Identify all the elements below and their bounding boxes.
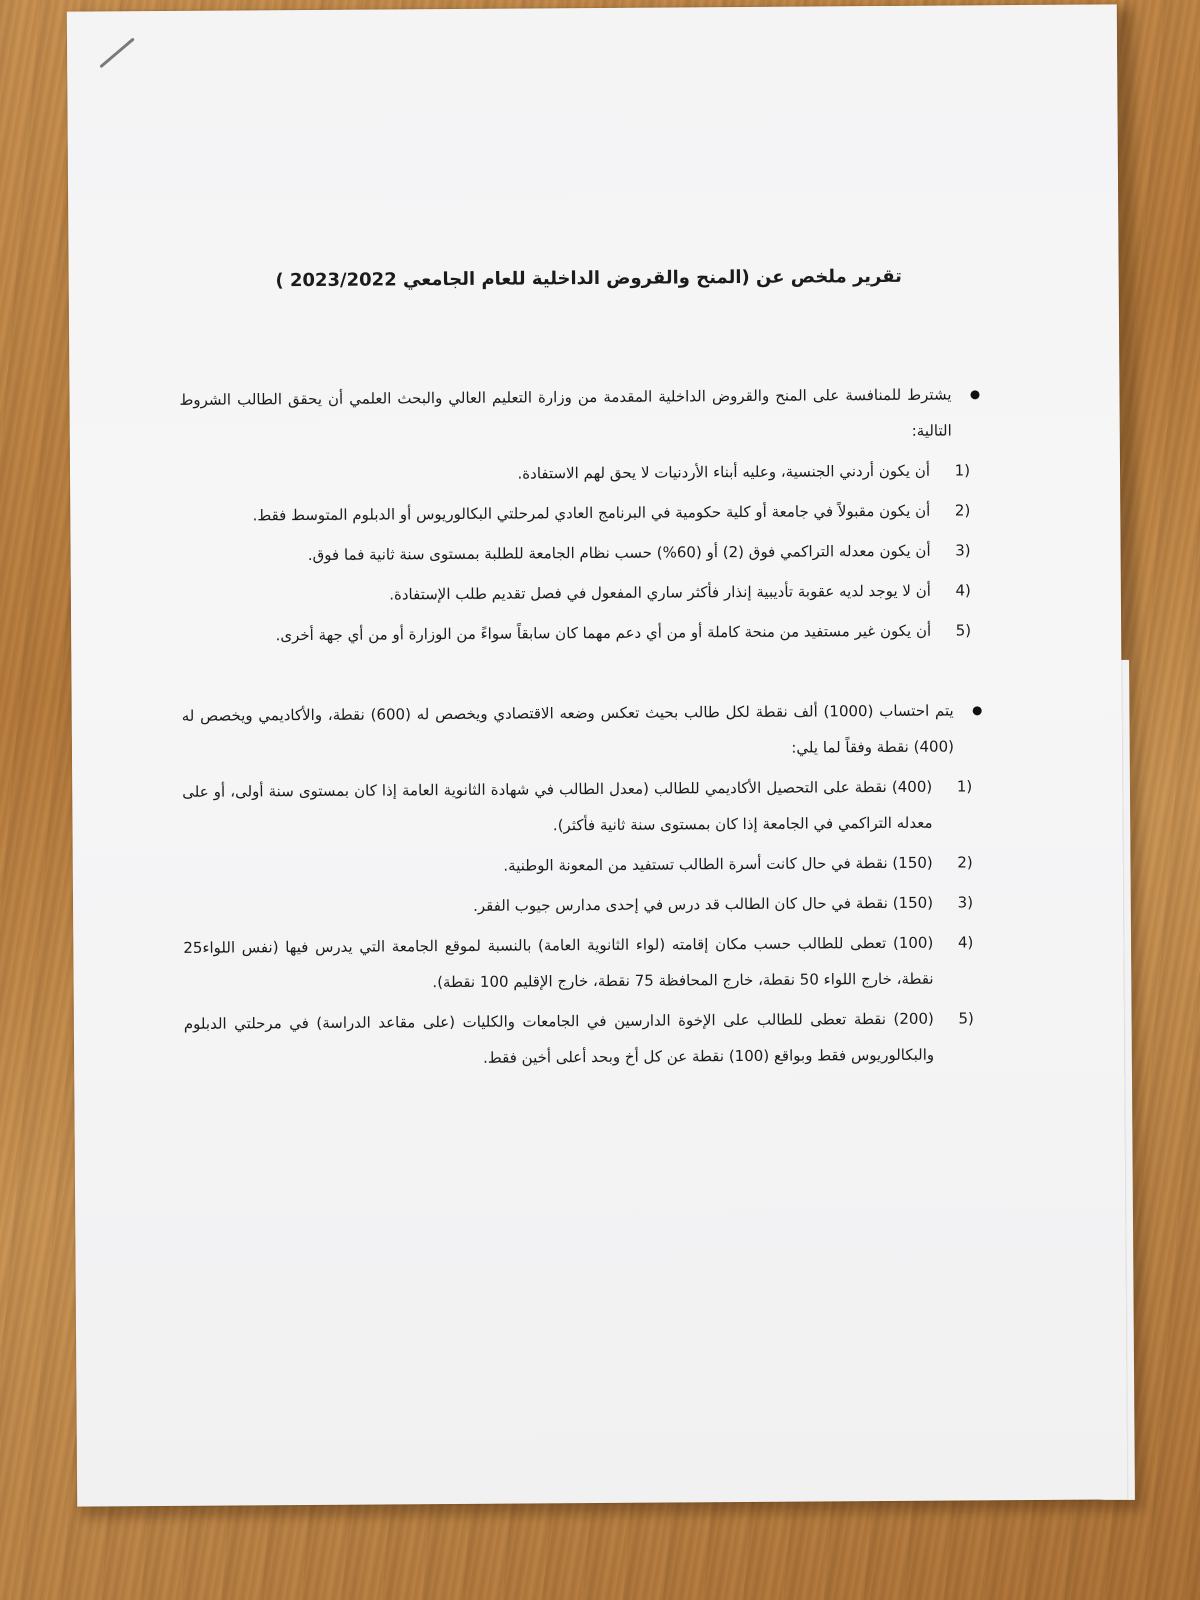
- bullet-icon: [973, 706, 982, 715]
- list-item: [183, 1001, 974, 1078]
- item-text: (200) نقطة تعطى للطالب على الإخوة الدارسين في الجامعات والكليات (على مقاعد الدراسة) في مرحلتي الدبلوم والبكالوريوس فقط وبواقع (100) نقطة عن كل أخ وبحد أعلى أخين فقط.: [183, 1009, 935, 1067]
- item-number: 2): [954, 501, 971, 520]
- item-number: 2): [957, 853, 973, 872]
- item-text: أن يكون معدله التراكمي فوق (2) أو (60%) حسب نظام الجامعة للطلبة بمستوى سنة ثانية فما فوق.: [307, 541, 931, 565]
- document-title: تقرير ملخص عن (المنح والقروض الداخلية للعام الجامعي 2023/2022 ): [275, 265, 902, 292]
- item-text: (150) نقطة في حال كانت أسرة الطالب تستفيد من المعونة الوطنية.: [503, 853, 933, 875]
- eligibility-intro-text: يشترط للمنافسة على المنح والقروض الداخلية المقدمة من وزارة التعليم العالي والبحث العلمي أن يحقق الطالب الشروط التالية:: [179, 385, 952, 440]
- eligibility-intro: [179, 376, 979, 454]
- item-text: أن يكون مقبولاً في جامعة أو كلية حكومية في البرنامج العادي لمرحلتي البكالوريوس أو الدبلوم المتوسط فقط.: [252, 501, 931, 525]
- points-intro-text: يتم احتساب (1000) ألف نقطة لكل طالب بحيث تعكس وضعه الاقتصادي ويخصص له (600) نقطة، والأكاديمي ويخصص له (400) نقطة وفقاً لما يلي:: [181, 701, 955, 757]
- points-section: [182, 692, 985, 1078]
- item-number: 4): [957, 933, 974, 952]
- paper-sheet: [67, 4, 1127, 1506]
- list-item: [180, 453, 971, 494]
- list-item: [180, 493, 971, 534]
- list-item: [183, 885, 974, 926]
- list-item: [181, 573, 971, 614]
- item-number: 3): [957, 893, 974, 912]
- eligibility-section: [179, 376, 981, 654]
- item-number: 1): [956, 777, 973, 796]
- item-text: أن يكون غير مستفيد من منحة كاملة أو من أي دعم مهما كان سابقاً سواءً من الوزارة أو من أي جهة أخرى.: [275, 621, 932, 645]
- list-item: [182, 769, 973, 846]
- document-body: [179, 265, 985, 1082]
- item-text: (100) تعطى للطالب حسب مكان إقامته (لواء الثانوية العامة) بالنسبة لموقع الجامعة التي يدرس فيها (نفس اللواء25 نقطة، خارج اللواء 50 نقطة، خارج المحافظة 75 نقطة، خارج الإقليم 100 نقطة).: [183, 933, 934, 992]
- bullet-icon: [970, 390, 979, 399]
- eligibility-list: [180, 452, 981, 654]
- staple-mark: [99, 37, 134, 68]
- item-number: 5): [955, 621, 972, 640]
- list-item: [181, 613, 972, 654]
- item-text: (400) نقطة على التحصيل الأكاديمي للطالب (معدل الطالب في شهادة الثانوية العامة إذا كان بمستوى سنة أولى، أو على معدله التراكمي في الجامعة إذا كان بمستوى سنة ثانية فأكثر).: [182, 777, 933, 835]
- item-text: (150) نقطة في حال كان الطالب قد درس في إحدى مدارس جيوب الفقر.: [472, 893, 934, 915]
- item-text: أن لا يوجد لديه عقوبة تأديبية إنذار فأكثر ساري المفعول في فصل تقديم طلب الإستفادة.: [389, 581, 931, 604]
- item-number: 1): [954, 461, 971, 480]
- list-item: [183, 925, 974, 1002]
- points-intro: [182, 692, 982, 770]
- points-list: [182, 768, 984, 1078]
- list-item: [183, 845, 973, 886]
- item-number: 3): [955, 541, 971, 560]
- item-number: 4): [955, 581, 971, 600]
- item-text: أن يكون أردني الجنسية، وعليه أبناء الأردنيات لا يحق لهم الاستفادة.: [517, 461, 931, 483]
- list-item: [180, 533, 971, 574]
- item-number: 5): [958, 1009, 974, 1028]
